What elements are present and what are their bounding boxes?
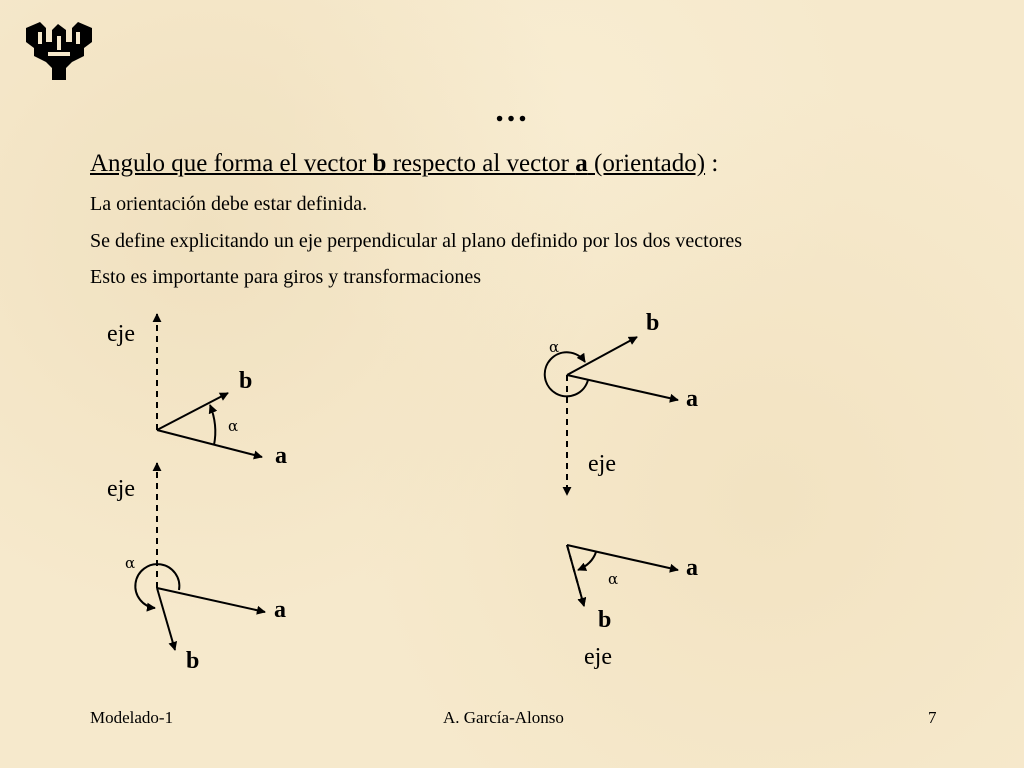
axis-label: eje [107,321,135,347]
text-line-orientation: La orientación debe estar definida. [90,193,368,215]
text-line-importance: Esto es importante para giros y transformaciones [90,266,481,288]
footer-author: A. García-Alonso [443,708,564,727]
text-line-axis-definition: Se define explicitando un eje perpendicular al plano definido por los dos vectores [90,230,743,252]
vector-a-label: a [275,443,287,469]
slide-title: … [494,92,530,129]
angle-label: α [549,338,560,356]
angle-arc [210,405,215,445]
vector-a-arrow [157,588,265,612]
vector-b-label: b [239,368,253,394]
vector-b-arrow [157,588,175,650]
diagram-bottom-right [567,545,698,670]
footer-course: Modelado-1 [90,708,174,727]
diagram-bottom-left [107,463,286,674]
vector-a-label: a [686,555,698,581]
angle-label: α [125,554,136,572]
vector-b-arrow [567,545,584,606]
angle-label: α [608,570,619,588]
footer-page-number: 7 [928,708,937,727]
axis-label: eje [588,451,616,477]
axis-label: eje [107,476,135,502]
vector-b-label: b [186,648,200,674]
angle-label: α [228,417,239,435]
axis-label: eje [584,644,612,670]
diagram-top-left [107,314,287,469]
diagram-top-right [545,310,698,495]
slide-heading: Angulo que forma el vector b respecto al vector a (orientado) : [90,150,719,177]
vector-a-label: a [686,386,698,412]
angle-arc [578,552,596,570]
vector-a-arrow [157,430,262,457]
vector-b-arrow [157,393,228,430]
vector-b-label: b [598,607,612,633]
vector-a-label: a [274,597,286,623]
vector-b-label: b [646,310,660,336]
